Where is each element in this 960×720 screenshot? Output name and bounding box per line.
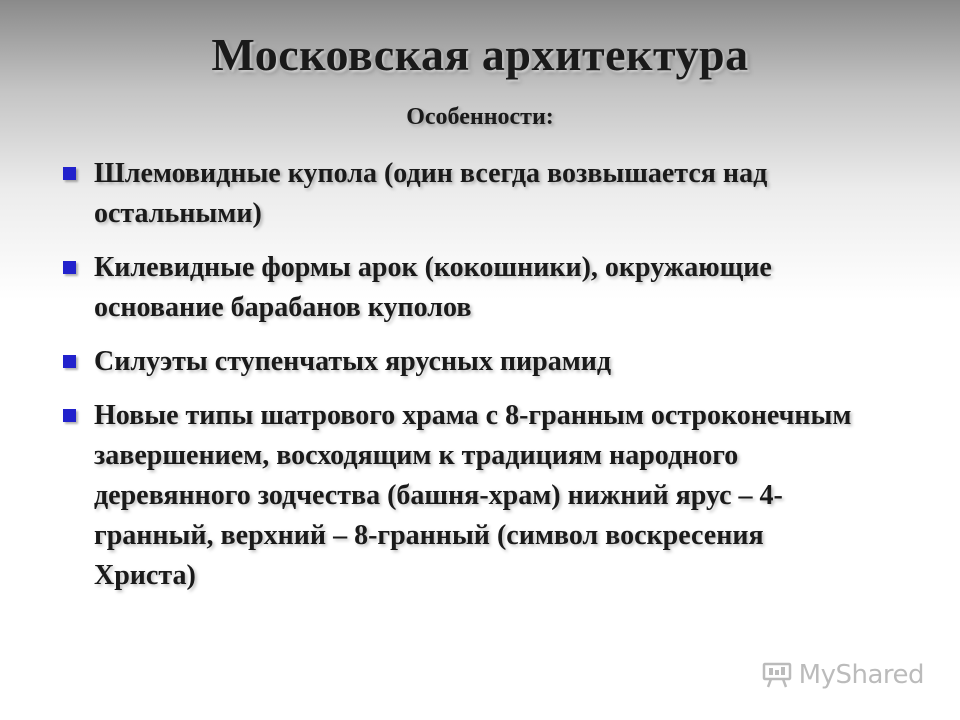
square-bullet-icon <box>63 167 76 180</box>
bullet-list <box>60 154 860 610</box>
slide-title: Московская архитектура <box>211 29 749 80</box>
bullet-text: Новые типы шатрового храма с 8-гранным остроконечным завершением, восходящим к традициям народного деревянного зодчества (башня-храм) нижний ярус – 4-гранный, верхний – 8-гранный (символ воскресения Христа) <box>94 400 852 591</box>
bullet-text: Шлемовидные купола (один всегда возвышается над остальными) <box>94 158 768 229</box>
bullet-item <box>60 396 860 596</box>
square-bullet-icon <box>63 409 76 422</box>
bullet-text: Килевидные формы арок (кокошники), окружающие основание барабанов куполов <box>94 252 772 323</box>
slide-subtitle: Особенности: <box>406 104 554 130</box>
bullet-text: Силуэты ступенчатых ярусных пирамид <box>94 346 612 377</box>
square-bullet-icon <box>63 261 76 274</box>
square-bullet-icon <box>63 355 76 368</box>
bullet-item <box>60 342 860 382</box>
bullet-item <box>60 154 860 234</box>
watermark-text: MyShared <box>798 660 924 690</box>
bullet-item <box>60 248 860 328</box>
presentation-board-icon <box>761 661 793 689</box>
watermark <box>761 660 924 690</box>
